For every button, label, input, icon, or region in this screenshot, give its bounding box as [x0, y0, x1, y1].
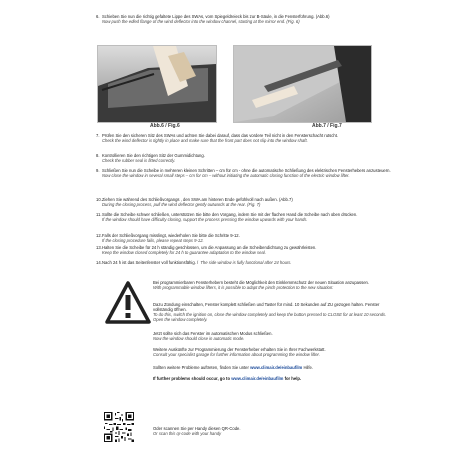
step-text-de: Schließen Sie nun die Scheibe in mehreren kleinen Schritten – cm für cm - ohne die automatische Schließung des elektrischen Fensterhebers anzusteuern.	[102, 168, 391, 173]
step-number: 6.	[96, 14, 100, 19]
step-text-en: If the window should have difficulty closing, support the process pressing the window upwards with your hands.	[102, 217, 308, 222]
step-text-en: The side window is fully functional after 24 hours.	[200, 260, 292, 265]
note-text-de: Dazu Zündung einschalten, Fenster komplett schließen und Taster für mind. 10 Sekunden auf ZU gezogen halten. Fenster vollständig öffnen.	[153, 302, 380, 313]
figure-6-caption: Abb.6 / Fig.6	[150, 123, 180, 129]
qr-text-de: Oder scannen Sie per Handy diesen QR-Code.	[153, 426, 241, 431]
figure-7-caption: Abb.7 / Fig.7	[312, 123, 342, 129]
step-text-de: Falls der Schließvorgang misslingt, wiederholen Sie bitte die Schritte 9-12.	[102, 233, 240, 238]
step-10	[96, 197, 396, 207]
help-text-prefix: Sollten weitere Probleme auftreten, finden Sie unter	[153, 365, 249, 370]
step-13	[96, 245, 396, 255]
step-text-en: If the closing procedure fails, please repeat steps 9-12.	[102, 238, 204, 243]
step-number: 7.	[96, 133, 100, 138]
qr-text-en: Or scan this qr-code with your handy	[153, 431, 222, 436]
note-garage	[153, 347, 393, 357]
help-link[interactable]: www.climair.de/einbaufilm	[250, 365, 303, 370]
note-text-de: Jetzt sollte sich das Fenster im automatischen Modus schließen.	[153, 331, 273, 336]
note-text-en: Now the window should close in automatic mode.	[153, 336, 245, 342]
help-text-suffix: for help.	[284, 376, 302, 381]
step-text-de: Nach 24 h ist das Seitenfenster voll funktionsfähig. /	[102, 260, 199, 265]
step-number: 9.	[96, 168, 100, 173]
help-text-suffix: Hilfe.	[303, 365, 313, 370]
figure-6-photo	[97, 45, 217, 123]
help-link[interactable]: www.climair.de/einbaufilm	[231, 376, 284, 381]
help-text-prefix: If further problems should occur, go to	[153, 376, 231, 381]
qr-code-icon[interactable]	[104, 412, 134, 442]
note-automatic	[153, 331, 393, 341]
step-11	[96, 212, 396, 222]
note-text-en: Consult your specialist garage for further information about programming the window lifter.	[153, 352, 320, 358]
step-12	[96, 233, 396, 243]
figure-7-photo	[233, 45, 372, 123]
window-deflector-illustration	[234, 46, 371, 122]
note-procedure	[153, 302, 393, 322]
qr-instructions	[153, 426, 333, 436]
step-text-de: Halten Sie die Scheibe für 24 h ständig geschlossen, um die Anpassung an die Scheibendichtung zu gewährleisten.	[102, 245, 317, 250]
step-text-en: Now close the window in several small steps – cm for cm – without initiating the automatic closing function of the electric window lifter.	[102, 173, 350, 178]
note-text-en: With programmable window lifters, it is possible to adapt the pinch protection to the new situation:	[153, 285, 334, 291]
step-6	[96, 14, 396, 24]
step-text-de: Schieben Sie nun die richtig gefaltete Lippe des SWAs, vom Spiegeldreieck bis zur B-Säule, in die Fensterführung. (Abb.6)	[102, 14, 330, 19]
step-number: 8.	[96, 153, 100, 158]
note-help-de	[153, 365, 393, 370]
step-text-de: Kontrollieren Sie den richtigen Sitz der Gummidichtung.	[102, 153, 205, 158]
step-7	[96, 133, 396, 143]
step-text-en: Keep the window closed completely for 24 h to guarantee adaptation to the window seal.	[102, 250, 266, 255]
step-text-en: Now push the edled flange of the wind deflector into the window channel, starting at the mirror end. (Fig. 6)	[102, 19, 300, 24]
step-text-en: During the closing process, pull the wind deflector gently outwards at the rear. (Fig. 7)	[102, 202, 261, 207]
step-text-en: Check the rubber seal is fitted correctly.	[102, 158, 176, 163]
warning-icon	[105, 280, 151, 326]
step-number: 10.	[96, 197, 102, 202]
note-help-en	[153, 376, 393, 381]
step-text-en: Check the wind deflector is tightly in place and make sure that the front part does not slip into the window shaft.	[102, 138, 308, 143]
step-14	[96, 260, 396, 265]
note-text-de: Bei programmierbaren Fensterhebern besteht die Möglichkeit den Einklemmschutz der neuen Situation anzupassen.	[153, 280, 370, 285]
step-text-de: Sollte die Scheibe schwer schließen, unterstützen Sie bitte den Vorgang, indem Sie mit der flachen Hand die Scheibe nach oben drücken.	[102, 212, 358, 217]
step-text-de: Prüfen Sie den sicheren Sitz des SWAs und achten Sie dabei darauf, dass das vordere Teil nicht in den Fensterschacht rutscht.	[102, 133, 339, 138]
note-text-en: To do this, switch the ignition on, close the window completely and keep the button pressed to CLOSE for at least 10 seconds. Open the window completely.	[153, 312, 387, 323]
step-number: 13.	[96, 245, 102, 250]
note-text-de: Weitere Auskünfte zur Programmierung der Fensterheber erhalten Sie in Ihrer Fachwerkstatt.	[153, 347, 326, 352]
note-programmable	[153, 280, 393, 290]
step-number: 12.	[96, 233, 102, 238]
step-number: 11.	[96, 212, 102, 217]
step-9	[96, 168, 396, 178]
step-number: 14.	[96, 260, 102, 265]
car-door-illustration	[98, 46, 216, 122]
step-text-de: Ziehen Sie während des Schließvorgangs , den SWA am hinteren Ende gefühlvoll nach außen. (Abb.7)	[102, 197, 293, 202]
step-8	[96, 153, 396, 163]
